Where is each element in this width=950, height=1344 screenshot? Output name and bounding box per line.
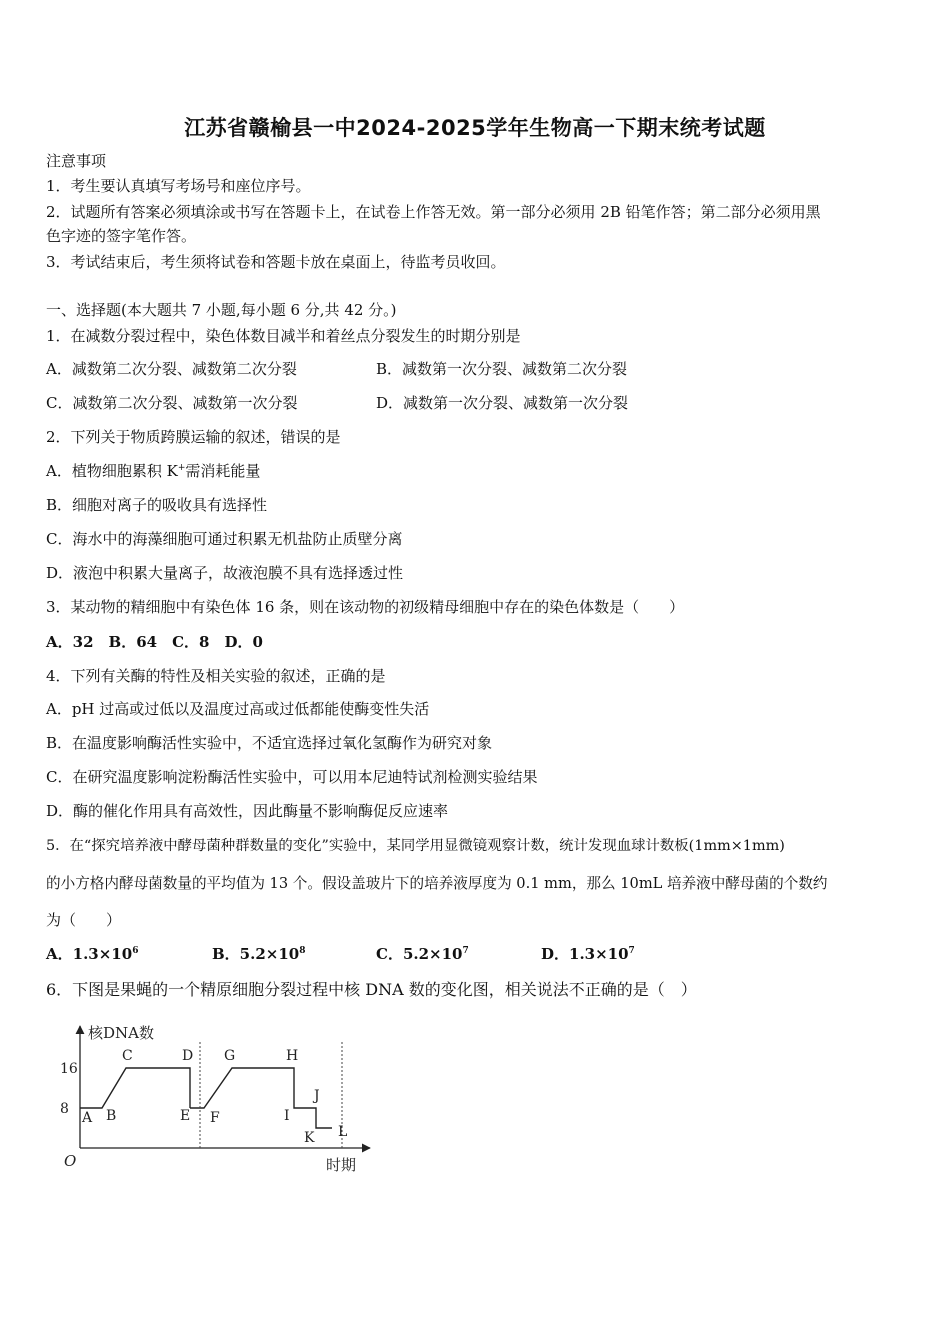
page-title: 江苏省赣榆县一中2024-2025学年生物高一下期末统考试题 <box>184 116 766 140</box>
question-4-option-b: B．在温度影响酶活性实验中，不适宜选择过氧化氢酶作为研究对象 <box>46 734 493 752</box>
question-2-stem: 2．下列关于物质跨膜运输的叙述，错误的是 <box>46 428 341 446</box>
question-2-option-b: B．细胞对离子的吸收具有选择性 <box>46 496 268 514</box>
notice-item-1: 1．考生要认真填写考场号和座位序号。 <box>46 177 311 195</box>
notice-item-3: 3．考试结束后，考生须将试卷和答题卡放在桌面上，待监考员收回。 <box>46 253 506 271</box>
origin-label: O <box>64 1152 77 1170</box>
question-4-stem: 4．下列有关酶的特性及相关实验的叙述，正确的是 <box>46 667 386 685</box>
section-heading: 一、选择题(本大题共 7 小题,每小题 6 分,共 42 分。) <box>46 301 397 319</box>
point-label-D: D <box>182 1048 194 1064</box>
point-label-G: G <box>224 1048 236 1064</box>
point-label-C: C <box>122 1048 133 1064</box>
series-line-mitosis <box>80 1068 190 1108</box>
question-3-options: A．32 B．64 C．8 D．0 <box>46 633 263 651</box>
notice-heading: 注意事项 <box>46 152 107 170</box>
point-label-I: I <box>284 1108 290 1124</box>
y-tick-label-8: 8 <box>60 1101 69 1117</box>
question-2-option-d: D．液泡中积累大量离子，故液泡膜不具有选择透过性 <box>46 564 404 582</box>
notice-item-2: 2．试题所有答案必须填涂或书写在答题卡上，在试卷上作答无效。第一部分必须用 2B 铅笔作答；第二部分必须用黑 <box>46 203 821 221</box>
question-2-option-c: C．海水中的海藻细胞可通过积累无机盐防止质壁分离 <box>46 530 403 548</box>
question-5-option-d: D．$1.3\times 10^7$ <box>541 945 635 963</box>
question-5-line-1: 5．在“探究培养液中酵母菌种群数量的变化”实验中，某同学用显微镜观察计数，统计发现血球计数板(1mm×1mm) <box>46 838 785 854</box>
question-4-option-c: C．在研究温度影响淀粉酶活性实验中，可以用本尼迪特试剂检测实验结果 <box>46 768 538 786</box>
question-5-option-c: C．$5.2\times 10^7$ <box>376 945 469 963</box>
x-axis-label: 时期 <box>326 1156 357 1174</box>
point-label-A: A <box>82 1110 93 1126</box>
question-1-option-d: D．减数第一次分裂、减数第一次分裂 <box>376 394 629 412</box>
question-5-option-a: A．$1.3\times 10^6$ <box>46 945 139 963</box>
point-label-K: K <box>304 1130 315 1146</box>
question-1-stem: 1．在减数分裂过程中，染色体数目减半和着丝点分裂发生的时期分别是 <box>46 327 521 345</box>
question-3-stem: 3．某动物的精细胞中有染色体 16 条，则在该动物的初级精母细胞中存在的染色体数是（ ） <box>46 598 685 616</box>
notice-item-2-cont: 色字迹的签字笔作答。 <box>46 227 197 245</box>
dna-change-chart <box>52 1012 382 1184</box>
question-5-option-b: B．$5.2\times 10^8$ <box>212 945 306 963</box>
question-5-line-3: 为（ ） <box>46 911 122 929</box>
question-2-option-a: A．植物细胞累积 K+需消耗能量 <box>46 462 261 480</box>
point-label-H: H <box>286 1048 299 1064</box>
y-tick-label-16: 16 <box>60 1061 78 1077</box>
point-label-J: J <box>314 1088 320 1104</box>
question-6-stem: 6．下图是果蝇的一个精原细胞分裂过程中核 DNA 数的变化图，相关说法不正确的是（ ） <box>46 980 697 999</box>
question-1-option-b: B．减数第一次分裂、减数第二次分裂 <box>376 360 628 378</box>
y-axis-label: 核DNA数 <box>88 1024 154 1042</box>
question-4-option-d: D．酶的催化作用具有高效性，因此酶量不影响酶促反应速率 <box>46 802 449 820</box>
point-label-E: E <box>180 1108 191 1124</box>
question-5-line-2: 的小方格内酵母菌数量的平均值为 13 个。假设盖玻片下的培养液厚度为 0.1 mm，那么 10mL 培养液中酵母菌的个数约 <box>46 875 828 892</box>
point-label-F: F <box>210 1110 220 1126</box>
point-label-L: L <box>338 1124 348 1140</box>
point-label-B: B <box>106 1108 117 1124</box>
question-1-option-a: A．减数第二次分裂、减数第二次分裂 <box>46 360 297 378</box>
question-1-option-c: C．减数第二次分裂、减数第一次分裂 <box>46 394 298 412</box>
question-4-option-a: A．pH 过高或过低以及温度过高或过低都能使酶变性失活 <box>46 700 430 718</box>
